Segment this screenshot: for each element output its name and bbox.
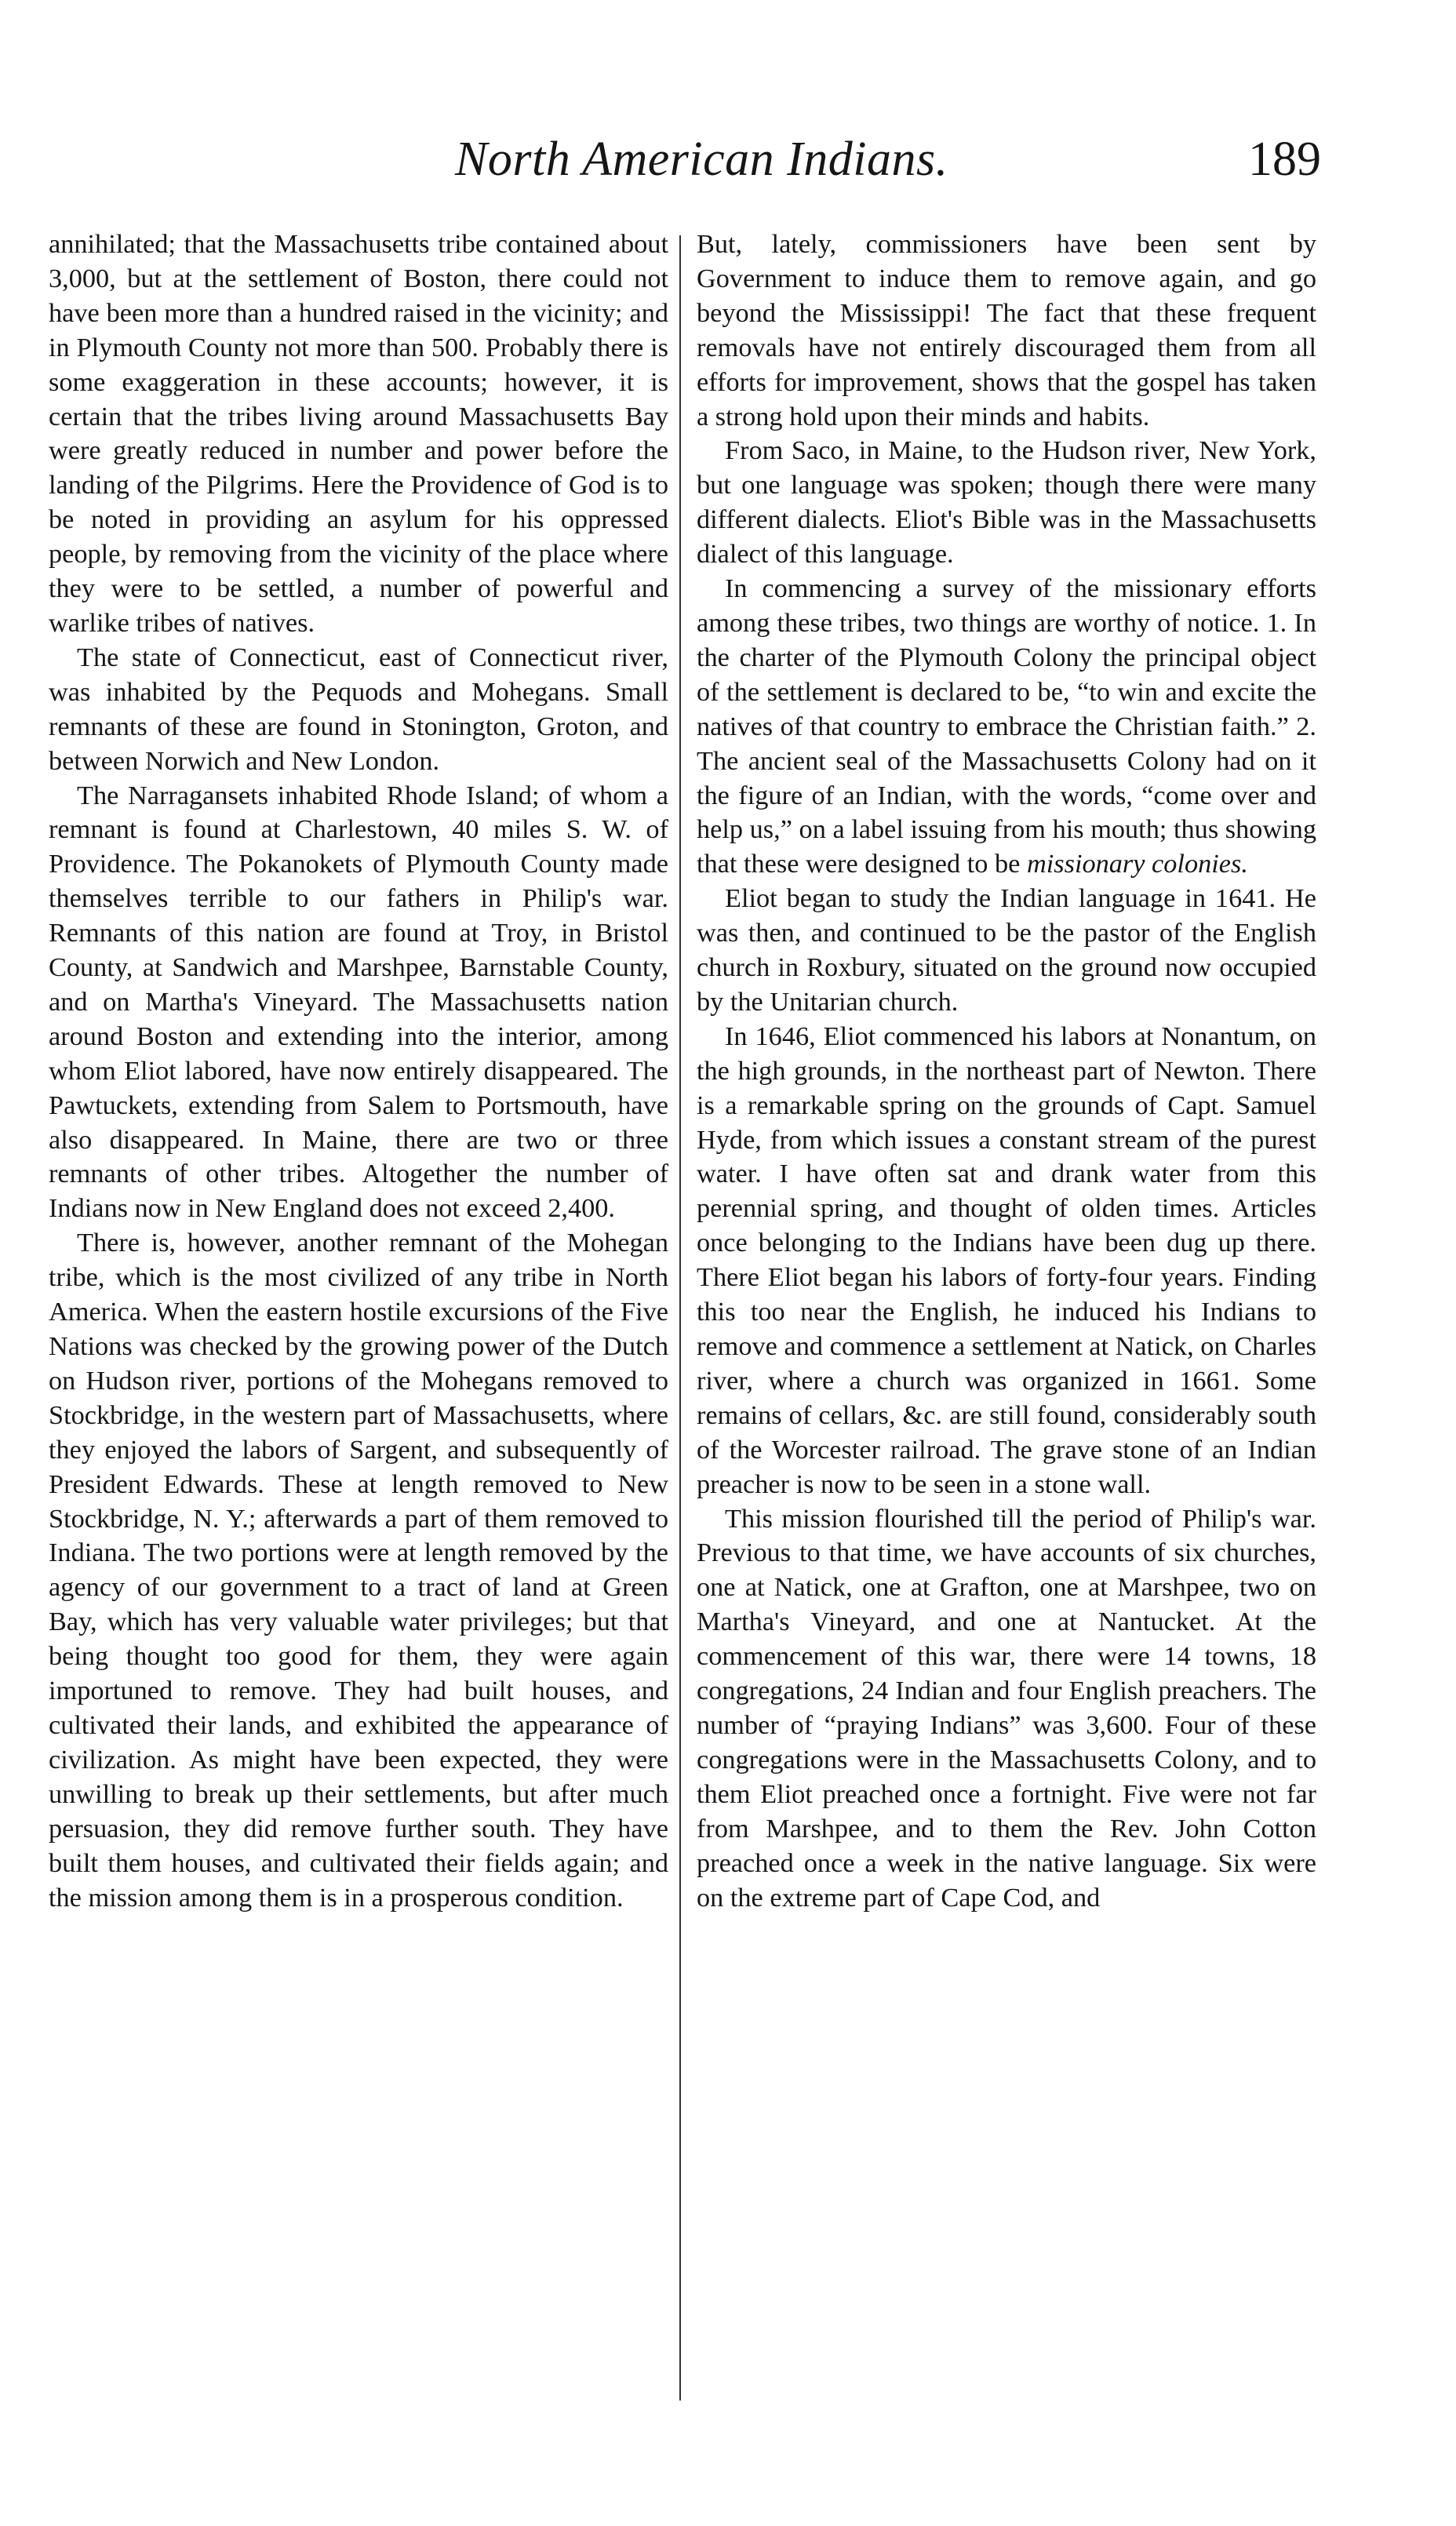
right-column: [697, 227, 1316, 1915]
paragraph-right-3: [697, 572, 1316, 882]
running-title: North American Indians.: [455, 133, 948, 186]
left-column: [49, 227, 668, 1915]
paragraph-right-4: Eliot began to study the Indian language in 1641. He was then, and continued to be the pastor of the English church in Roxbury, situated on the ground now occupied by the Unitarian church.: [697, 883, 1316, 1017]
paragraph-left-2: The state of Connecticut, east of Connecticut river, was inhabited by the Pequods and Mohegans. Small remnants of these are found in Stonington, Groton, and between Norwich and New London.: [49, 642, 668, 776]
missionary-colonies-phrase: missionary colonies.: [1026, 849, 1248, 879]
paragraph-left-3: The Narragansets inhabited Rhode Island; of whom a remnant is found at Charlestown, 40 miles S. W. of Providence. The Pokanokets of Plymouth County made themselves terrible to our fathers in Philip's war. Remnants of this nation are found at Troy, in Bristol County, at Sandwich and Marshpee, Barnstable County, and on Martha's Vineyard. The Massachusetts nation around Boston and extending into the interior, among whom Eliot labored, have now entirely disappeared. The Pawtuckets, extending from Salem to Portsmouth, have also disappeared. In Maine, there are two or three remnants of other tribes. Altogether the number of Indians now in New England does not exceed 2,400.: [49, 780, 668, 1224]
page-number: 189: [1248, 133, 1321, 186]
column-divider: [679, 235, 681, 2400]
paragraph-left-4: There is, however, another remnant of the Mohegan tribe, which is the most civilized of any tribe in North America. When the eastern hostile excursions of the Five Nations was checked by the growing power of the Dutch on Hudson river, portions of the Mohegans removed to Stockbridge, in the western part of Massachusetts, where they enjoyed the labors of Sargent, and subsequently of President Edwards. These at length removed to New Stockbridge, N. Y.; afterwards a part of them removed to Indiana. The two portions were at length removed by the agency of our government to a tract of land at Green Bay, which has very valuable water privileges; but that being thought too good for them, they were again importuned to remove. They had built houses, and cultivated their lands, and exhibited the appearance of civilization. As might have been expected, they were unwilling to break up their settlements, but after much persuasion, they did remove further south. They have built them houses, and cultivated their fields again; and the mission among them is in a prosperous condition.: [49, 1228, 668, 1913]
running-head: [47, 132, 1321, 202]
paragraph-right-3-text: In commencing a survey of the missionary efforts among these tribes, two things are worthy of notice. 1. In the charter of the Plymouth Colony the principal object of the settlement is declared to be, “to win and excite the natives of that country to embrace the Christian faith.” 2. The ancient seal of the Massachusetts Colony had on it the figure of an Indian, with the words, “come over and help us,” on a label issuing from his mouth; thus showing that these were designed to be: [697, 573, 1316, 879]
paragraph-right-2: From Saco, in Maine, to the Hudson river, New York, but one language was spoken; though there were many different dialects. Eliot's Bible was in the Massachusetts dialect of this language.: [697, 435, 1316, 570]
paragraph-right-5: In 1646, Eliot commenced his labors at Nonantum, on the high grounds, in the northeast part of Newton. There is a remarkable spring on the grounds of Capt. Samuel Hyde, from which issues a constant stream of the purest water. I have often sat and drank water from this perennial spring, and thought of olden times. Articles once belonging to the Indians have been dug up there. There Eliot began his labors of forty-four years. Finding this too near the English, he induced his Indians to remove and commence a settlement at Natick, on Charles river, where a church was organized in 1661. Some remains of cellars, &c. are still found, considerably south of the Worcester railroad. The grave stone of an Indian preacher is now to be seen in a stone wall.: [697, 1021, 1316, 1499]
paragraph-right-6: This mission flourished till the period of Philip's war. Previous to that time, we have accounts of six churches, one at Natick, one at Grafton, one at Marshpee, two on Martha's Vineyard, and one at Nantucket. At the commencement of this war, there were 14 towns, 18 congregations, 24 Indian and four English preachers. The number of “praying Indians” was 3,600. Four of these congregations were in the Massachusetts Colony, and to them Eliot preached once a fortnight. Five were not far from Marshpee, and to them the Rev. John Cotton preached once a week in the native language. Six were on the extreme part of Cape Cod, and: [697, 1503, 1316, 1913]
paragraph-left-1: annihilated; that the Massachusetts tribe contained about 3,000, but at the settlement of Boston, there could not have been more than a hundred raised in the vicinity; and in Plymouth County not more than 500. Probably there is some exaggeration in these accounts; however, it is certain that the tribes living around Massachusetts Bay were greatly reduced in number and power before the landing of the Pilgrims. Here the Providence of God is to be noted in providing an asylum for his oppressed people, by removing from the vicinity of the place where they were to be settled, a number of powerful and warlike tribes of natives.: [49, 229, 668, 638]
paragraph-right-1: But, lately, commissioners have been sent by Government to induce them to remove again, and go beyond the Mississippi! The fact that these frequent removals have not entirely discouraged them from all efforts for improvement, shows that the gospel has taken a strong hold upon their minds and habits.: [697, 229, 1316, 431]
